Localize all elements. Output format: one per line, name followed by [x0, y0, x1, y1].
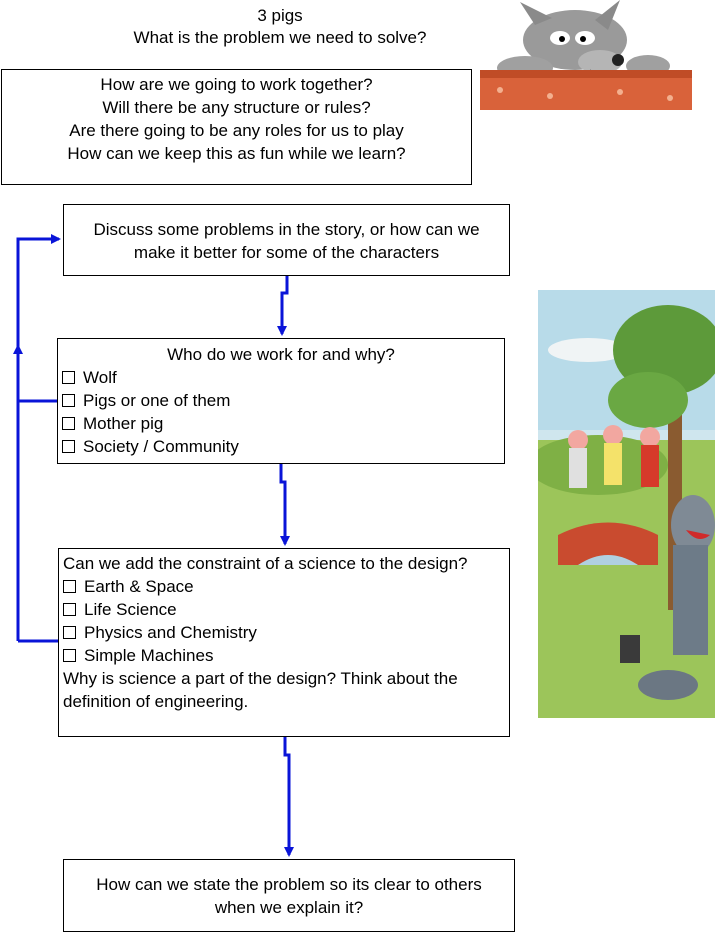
list-item [63, 644, 505, 667]
list-item [62, 389, 500, 412]
list-item [62, 412, 500, 435]
option-label: Earth & Space [84, 577, 194, 596]
state-line: when we explain it? [214, 898, 364, 917]
teamwork-line: Are there going to be any roles for us to play [69, 121, 404, 140]
state-line: How can we state the problem so its clear to others [96, 875, 482, 894]
list-item [63, 575, 505, 598]
discuss-line: Discuss some problems in the story, or how can we [93, 220, 480, 239]
diagram-title: 3 pigs [257, 6, 303, 25]
discuss-problems-box [63, 204, 510, 276]
option-label: Life Science [84, 600, 177, 619]
option-label: Wolf [83, 368, 117, 387]
science-options-list [63, 575, 505, 667]
option-label: Society / Community [83, 437, 239, 456]
feedback-loop-line [18, 401, 60, 641]
checkbox-icon[interactable] [63, 580, 76, 593]
checkbox-icon[interactable] [62, 394, 75, 407]
feedback-loop-arrow-right [18, 239, 59, 346]
checkbox-icon[interactable] [62, 417, 75, 430]
option-label: Pigs or one of them [83, 391, 231, 410]
list-item [63, 621, 505, 644]
checkbox-icon[interactable] [63, 649, 76, 662]
who-heading: Who do we work for and why? [167, 345, 395, 364]
diagram-subtitle: What is the problem we need to solve? [133, 28, 427, 47]
state-problem-box [63, 859, 515, 932]
arrow-who-to-science [281, 463, 285, 544]
teamwork-line: Will there be any structure or rules? [102, 98, 371, 117]
checkbox-icon[interactable] [63, 626, 76, 639]
who-do-we-work-for-box [57, 338, 505, 464]
science-note: Why is science a part of the design? Think about the definition of engineering. [63, 669, 458, 711]
arrow-science-to-state [285, 737, 289, 855]
checkbox-icon[interactable] [62, 440, 75, 453]
teamwork-line: How are we going to work together? [100, 75, 373, 94]
teamwork-line: How can we keep this as fun while we learn? [67, 144, 406, 163]
list-item [62, 366, 500, 389]
checkbox-icon[interactable] [62, 371, 75, 384]
science-heading: Can we add the constraint of a science to the design? [63, 554, 468, 573]
science-constraint-box [58, 548, 510, 737]
list-item [62, 435, 500, 458]
option-label: Mother pig [83, 414, 164, 433]
list-item [63, 598, 505, 621]
checkbox-icon[interactable] [63, 603, 76, 616]
discuss-line: make it better for some of the characters [133, 243, 440, 262]
option-label: Physics and Chemistry [84, 623, 257, 642]
option-label: Simple Machines [84, 646, 214, 665]
who-options-list [62, 366, 500, 458]
arrow-discuss-to-who [282, 276, 287, 334]
three-pigs-story-illustration [538, 290, 715, 718]
